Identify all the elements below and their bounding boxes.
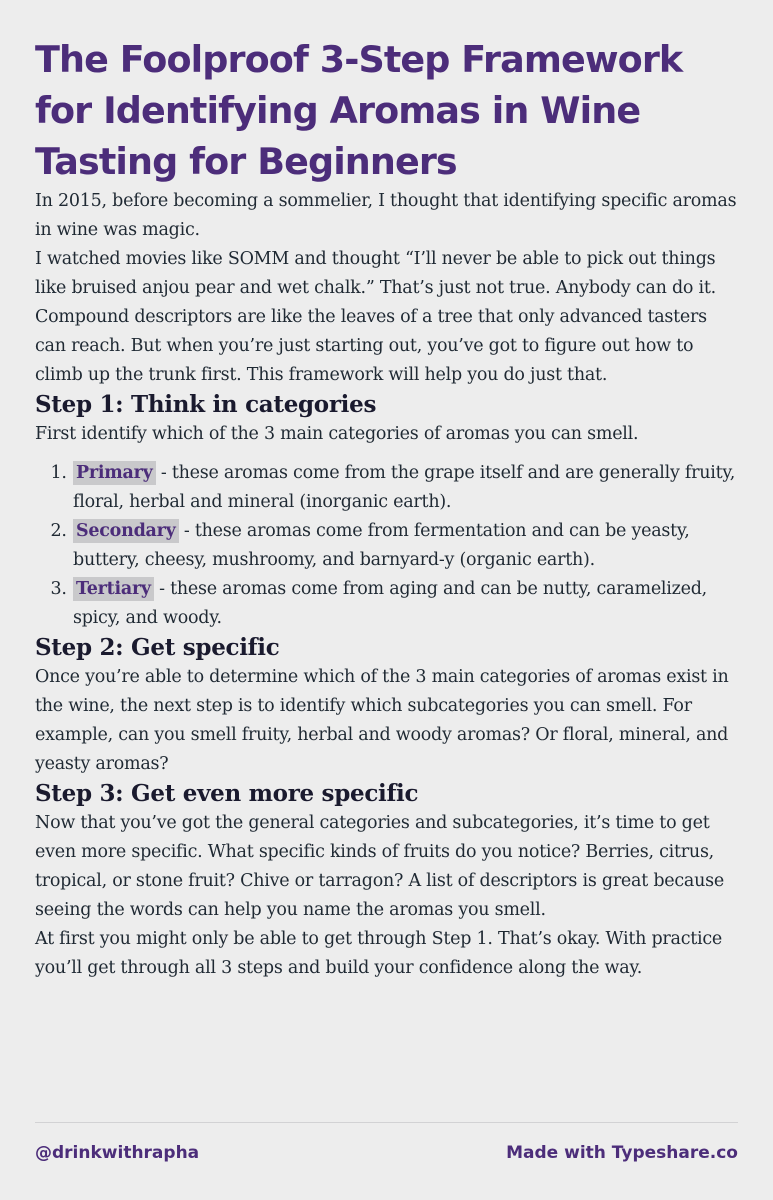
- list-item: [72, 459, 738, 517]
- category-term-secondary: Secondary: [73, 519, 179, 543]
- step-2-text: Once you’re able to determine which of the 3 main categories of aromas exist in the wine, the next step is to identify which subcategories you can smell. For example, can you smell fruity, herbal and woody aromas? Or floral, mineral, and yeasty aromas?: [35, 667, 729, 774]
- footer: [35, 1141, 738, 1165]
- category-description: - these aromas come from the grape itself and are generally fruity, floral, herbal and mineral (inorganic earth).: [73, 463, 736, 512]
- made-with-credit: Made with Typeshare.co: [506, 1143, 738, 1163]
- step-1-text: First identify which of the 3 main categories of aromas you can smell.: [35, 424, 639, 444]
- intro-paragraph: Compound descriptors are like the leaves of a tree that only advanced tasters can reach. But when you’re just starting out, you’ve got to figure out how to climb up the trunk first. This framework will help you do just that.: [35, 307, 707, 385]
- step-3-heading: Step 3: Get even more specific: [35, 780, 419, 807]
- list-item: [72, 517, 738, 575]
- step-3-text: Now that you’ve got the general categories and subcategories, it’s time to get even more specific. What specific kinds of fruits do you notice? Berries, citrus, tropical, or stone fruit? Chive or tarragon? A list of descriptors is great because seeing the words can help you name the aromas you smell.: [35, 813, 724, 920]
- category-description: - these aromas come from aging and can be nutty, caramelized, spicy, and woody.: [73, 579, 707, 628]
- post-title: The Foolproof 3-Step Framework for Identifying Aromas in Wine Tasting for Beginners: [35, 38, 683, 183]
- step-2-heading: Step 2: Get specific: [35, 634, 280, 661]
- footer-divider: [35, 1122, 738, 1123]
- step-1-heading: Step 1: Think in categories: [35, 391, 377, 418]
- category-term-tertiary: Tertiary: [73, 577, 154, 601]
- author-handle: @drinkwithrapha: [35, 1143, 200, 1163]
- intro-paragraph: In 2015, before becoming a sommelier, I thought that identifying specific aromas in wine was magic.: [35, 191, 737, 240]
- category-description: - these aromas come from fermentation and can be yeasty, buttery, cheesy, mushroomy, and barnyard-y (organic earth).: [73, 521, 690, 570]
- aroma-category-list: [35, 459, 738, 633]
- closing-paragraph: At first you might only be able to get through Step 1. That’s okay. With practice you’ll get through all 3 steps and build your confidence along the way.: [35, 929, 723, 978]
- intro-paragraph: I watched movies like SOMM and thought “I’ll never be able to pick out things like bruised anjou pear and wet chalk.” That’s just not true. Anybody can do it.: [35, 249, 716, 298]
- list-item: [72, 575, 738, 633]
- category-term-primary: Primary: [73, 461, 156, 485]
